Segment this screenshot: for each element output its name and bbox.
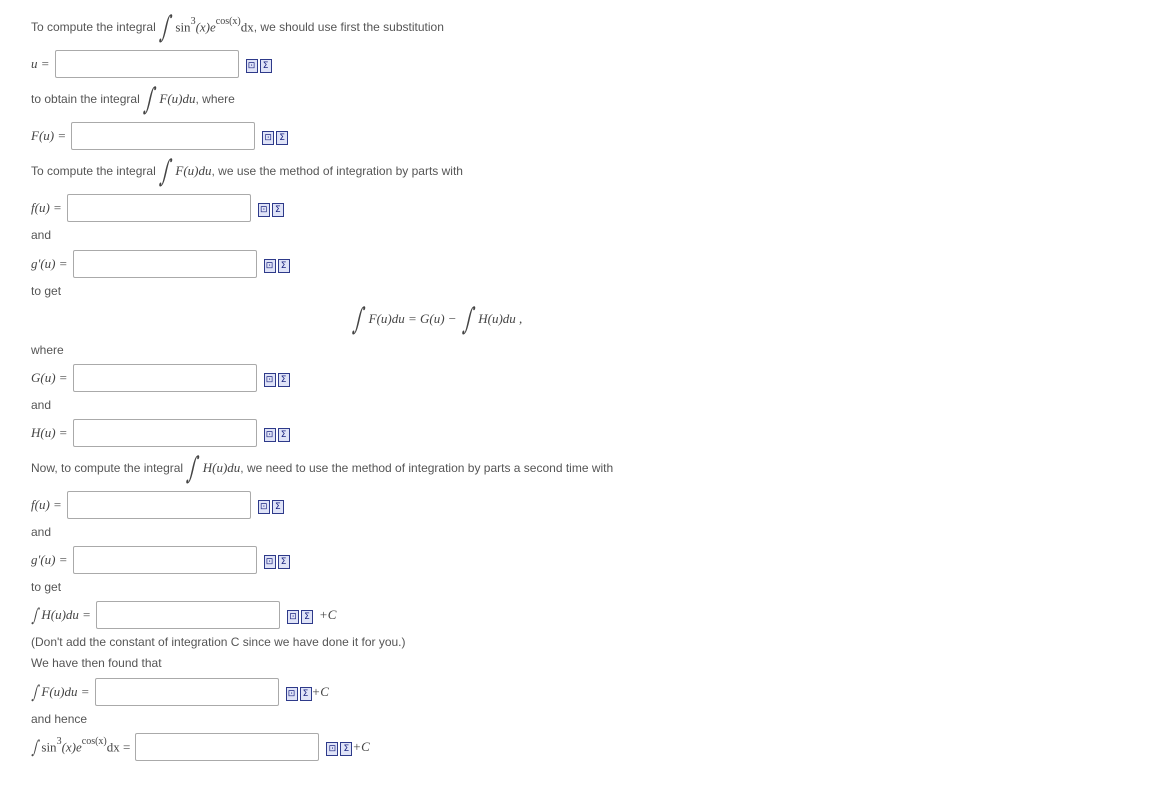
integral-sign: ∫ [350,302,367,337]
H-label: H(u) = [31,425,68,440]
int-H-label: H(u)du = [41,607,91,622]
u-input[interactable] [55,50,239,78]
preview-icon[interactable]: ⊡ [264,428,276,442]
equation-editor-icon[interactable]: Σ [300,687,312,701]
preview-icon[interactable]: ⊡ [246,59,258,73]
plus-c: +C [352,739,370,754]
intro-line: To compute the integral ∫ $\sin^3(x)e^{cos(x)}dx$ , we should use first the substitution [31,10,444,45]
int-F-row [31,678,329,706]
f2-label: f(u) = [31,497,62,512]
plus-c: +C [318,607,337,622]
preview-icon[interactable]: ⊡ [264,259,276,273]
equation-editor-icon[interactable]: Σ [278,555,290,569]
f1-label: f(u) = [31,200,62,215]
integral-sign: ∫ [157,10,174,45]
f2-row [31,491,284,519]
preview-icon[interactable]: ⊡ [286,687,298,701]
u-label: u = [31,56,50,71]
where-text: where [31,343,64,357]
preview-icon[interactable]: ⊡ [287,610,299,624]
g2-row [31,546,290,574]
integral-sign: ∫ [460,302,477,337]
int-F-label: F(u)du = [41,684,90,699]
integral-sign: ∫ [30,604,41,626]
f1-input[interactable] [67,194,251,222]
integral-sign: ∫ [30,736,41,758]
line3: To compute the integral ∫ F(u)du , we use the method of integration by parts with [31,154,463,189]
g1-input[interactable] [73,250,257,278]
found-text: We have then found that [31,656,162,670]
hence-text: and hence [31,712,88,726]
integrand: $\sin^3(x)e^{cos(x)}dx$ [175,16,254,35]
final-input[interactable] [135,733,319,761]
equation-editor-icon[interactable]: Σ [276,131,288,145]
H-input[interactable] [73,419,257,447]
f2-input[interactable] [67,491,251,519]
to-get-text: to get [31,284,62,298]
preview-icon[interactable]: ⊡ [258,500,270,514]
final-label: $\sin^3(x)e^{cos(x)}dx$ = [41,736,131,755]
F-label: F(u) = [31,128,67,143]
G-input[interactable] [73,364,257,392]
preview-icon[interactable]: ⊡ [262,131,274,145]
and-text: and [31,228,52,242]
g2-label: g′(u) = [31,552,68,567]
int-H-row [31,601,336,629]
line4: Now, to compute the integral ∫ H(u)du , we need to use the method of integration by parts a second time with [31,451,614,486]
equation-editor-icon[interactable]: Σ [278,428,290,442]
intro-text: To compute the integral [31,20,156,34]
int-H-input[interactable] [96,601,280,629]
equation-editor-icon[interactable]: Σ [260,59,272,73]
int-F-input[interactable] [95,678,279,706]
equation-editor-icon[interactable]: Σ [278,259,290,273]
u-row [31,50,272,78]
G-row [31,364,290,392]
to-get-text: to get [31,580,62,594]
equation-editor-icon[interactable]: Σ [301,610,313,624]
g2-input[interactable] [73,546,257,574]
and-text: and [31,525,52,539]
plus-c: +C [311,684,329,699]
final-row [31,733,370,761]
g1-row [31,250,290,278]
H-row [31,419,290,447]
preview-icon[interactable]: ⊡ [264,555,276,569]
equation-editor-icon[interactable]: Σ [278,373,290,387]
integral-sign: ∫ [157,154,174,189]
equation-editor-icon[interactable]: Σ [272,203,284,217]
parts-formula: ∫ F(u)du = G(u) − ∫ H(u)du , [350,302,523,337]
integral-sign: ∫ [184,451,202,486]
constant-note: (Don't add the constant of integration C since we have done it for you.) [31,635,406,649]
g1-label: g′(u) = [31,256,68,271]
integral-sign: ∫ [30,681,41,703]
equation-editor-icon[interactable]: Σ [340,742,352,756]
G-label: G(u) = [31,370,68,385]
f1-row [31,194,284,222]
preview-icon[interactable]: ⊡ [326,742,338,756]
F-input[interactable] [71,122,255,150]
equation-editor-icon[interactable]: Σ [272,500,284,514]
preview-icon[interactable]: ⊡ [258,203,270,217]
line2: to obtain the integral ∫ F(u)du , where [31,82,235,117]
integral-sign: ∫ [141,82,158,117]
and-text: and [31,398,52,412]
preview-icon[interactable]: ⊡ [264,373,276,387]
F-row [31,122,288,150]
